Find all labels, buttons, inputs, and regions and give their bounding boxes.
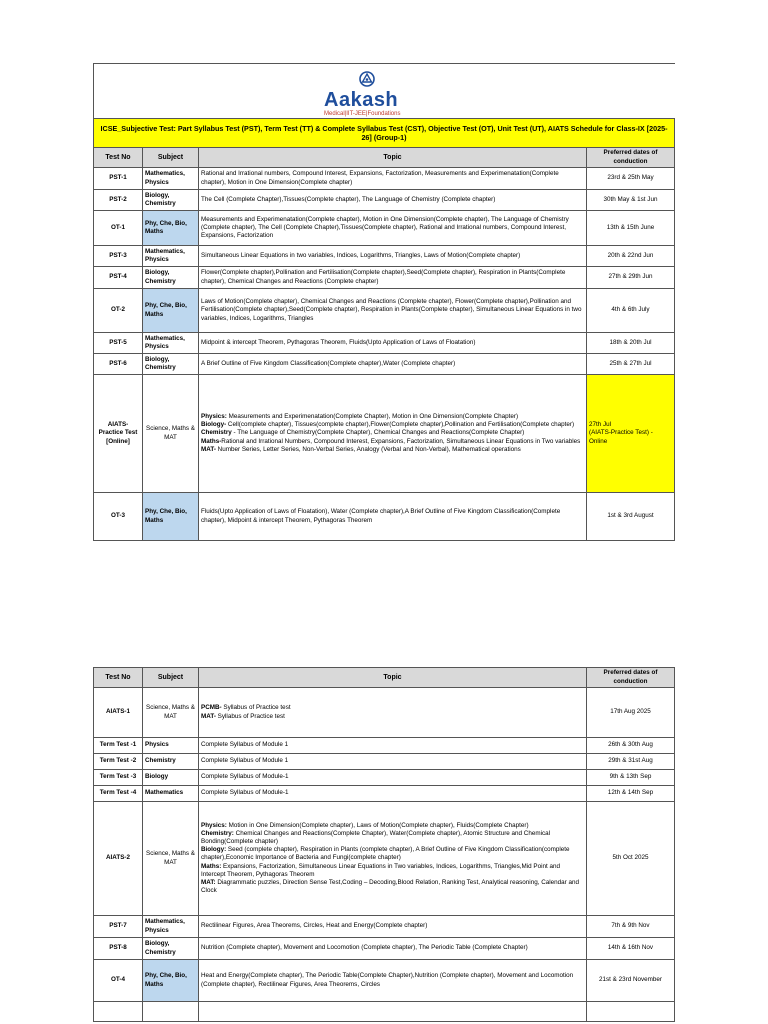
table-header-row — [94, 148, 675, 168]
topic-line-text: Measurements and Experimenatation(Complete Chapter), Motion in One Dimension(Complete Chapter) — [226, 413, 519, 421]
table-row — [94, 333, 675, 354]
schedule-table-1 — [93, 63, 675, 541]
test-no-cell: PST-3 — [94, 246, 143, 267]
date-cell: 23rd & 25th May — [587, 168, 675, 190]
subject-cell: Biology, Chemistry — [143, 938, 199, 960]
topic-line-label: Chemistry — [201, 429, 232, 437]
topic-line — [201, 421, 584, 429]
table-row — [94, 770, 675, 786]
test-no-cell: OT-3 — [94, 493, 143, 541]
table-row-aiats2 — [94, 802, 675, 916]
topic-line-text: - The Language of Chemistry(Complete Chapter), Chemical Changes and Reactions(Complete Chapter) — [231, 429, 525, 437]
topic-line-label: MAT- — [201, 445, 216, 453]
topic-cell: Flower(Complete chapter),Pollination and Fertilisation(Complete chapter),Seed(Complete chapter), Respiration in Plants(Complete chapter), Chemical Changes and Reactions (Complete chapter) — [199, 267, 587, 289]
topic-line — [201, 413, 584, 421]
table-row — [94, 246, 675, 267]
table-row — [94, 168, 675, 190]
date-cell: 17th Aug 2025 — [587, 688, 675, 738]
table-row — [94, 190, 675, 211]
header-subject: Subject — [143, 668, 199, 688]
date-cell: 18th & 20th Jul — [587, 333, 675, 354]
topic-cell: Simultaneous Linear Equations in two variables, Indices, Logarithms, Triangles, Laws of Motion(Complete chapter) — [199, 246, 587, 267]
topic-line — [201, 713, 584, 721]
topic-line-label: MAT- — [201, 712, 216, 720]
test-no-cell: AIATS-1 — [94, 688, 143, 738]
test-no-cell: AIATS-2 — [94, 802, 143, 916]
topic-cell: Complete Syllabus of Module 1 — [199, 754, 587, 770]
topic-cell: Nutrition (Complete chapter), Movement and Locomotion (Complete chapter), The Periodic Table (Complete Chapter) — [199, 938, 587, 960]
table-row-aiats-practice — [94, 375, 675, 493]
schedule-table-2 — [93, 667, 675, 1022]
table-row — [94, 754, 675, 770]
test-no-cell: PST-7 — [94, 916, 143, 938]
table-row-ot3 — [94, 493, 675, 541]
topic-line — [201, 846, 584, 862]
topic-cell: The Cell (Complete Chapter),Tissues(Complete chapter), The Language of Chemistry (Complete chapter) — [199, 190, 587, 211]
date-cell: 20th & 22nd Jun — [587, 246, 675, 267]
test-no-cell: PST-4 — [94, 267, 143, 289]
topic-line-label: Physics: — [201, 413, 227, 421]
topic-cell: A Brief Outline of Five Kingdom Classification(Complete chapter),Water (Complete chapter) — [199, 354, 587, 375]
header-dates: Preferred dates of conduction — [587, 148, 675, 168]
subject-cell: Mathematics, Physics — [143, 333, 199, 354]
topic-line-text: Chemical Changes and Reactions(Complete Chapter), Water(Complete chapter), Atomic Structure and Chemical Bonding(Complete chapter) — [201, 829, 551, 846]
date-cell: 21st & 23rd November — [587, 960, 675, 1002]
test-no-cell: Term Test -3 — [94, 770, 143, 786]
topic-line — [201, 830, 584, 846]
test-no-cell: AIATS-Practice Test [Online] — [94, 375, 143, 493]
brand-name: Aakash — [324, 89, 399, 111]
table-row — [94, 211, 675, 246]
table-header-row — [94, 668, 675, 688]
topic-line-text: Syllabus of Practice test — [221, 704, 291, 712]
topic-cell: Rational and Irrational numbers, Compound Interest, Expansions, Factorization, Measurements and Experimenatation(Complete chapter), Motion in One Dimension(Complete chapter) — [199, 168, 587, 190]
topic-line-text: Cell(complete chapter), Tissues(complete chapter),Flower(Complete chapter),Pollination and Fertilisation(Complete chapter) — [226, 421, 575, 429]
topic-cell: Complete Syllabus of Module 1 — [199, 738, 587, 754]
test-no-cell: OT-2 — [94, 289, 143, 333]
test-no-cell: Term Test -2 — [94, 754, 143, 770]
topic-line-label: Maths: — [201, 862, 222, 870]
topic-line-text: Diagrammatic puzzles, Direction Sense Test,Coding – Decoding,Blood Relation, Ranking Test, Analytical reasoning, Calendar and Clock — [201, 878, 580, 895]
topic-cell: Fluids(Upto Application of Laws of Floatation), Water (Complete chapter),A Brief Outline of Five Kingdom Classification(Complete chapter), Midpoint & intercept Theorem, Pythagoras Theorem — [199, 493, 587, 541]
topic-cell — [199, 688, 587, 738]
subject-cell: Biology, Chemistry — [143, 267, 199, 289]
header-topic: Topic — [199, 668, 587, 688]
test-no-cell: PST-5 — [94, 333, 143, 354]
date-cell: 13th & 15th June — [587, 211, 675, 246]
topic-cell: Complete Syllabus of Module-1 — [199, 786, 587, 802]
date-cell: 27th & 29th Jun — [587, 267, 675, 289]
table-row — [94, 289, 675, 333]
date-cell: 25th & 27th Jul — [587, 354, 675, 375]
topic-line-label: PCMB- — [201, 704, 222, 712]
subject-cell: Mathematics, Physics — [143, 246, 199, 267]
subject-cell: Science, Maths & MAT — [143, 688, 199, 738]
header-test-no: Test No — [94, 668, 143, 688]
date-cell: 5th Oct 2025 — [587, 802, 675, 916]
topic-cell: Laws of Motion(Complete chapter), Chemical Changes and Reactions (Complete chapter), Flower(Complete chapter),Pollination and Fertilisation(Complete chapter),Seed(Complete chapter), Respiration in Plants(Complete chapter), Simultaneous Linear Equations in two variables, Indices, Logarithms, Triangles — [199, 289, 587, 333]
logo-cell — [94, 64, 675, 119]
date-cell: 26th & 30th Aug — [587, 738, 675, 754]
header-subject: Subject — [143, 148, 199, 168]
date-cell: 27th Jul (AIATS-Practice Test) - Online — [587, 375, 675, 493]
table-row — [94, 267, 675, 289]
header-test-no: Test No — [94, 148, 143, 168]
test-no-cell: PST-6 — [94, 354, 143, 375]
subject-cell: Biology, Chemistry — [143, 190, 199, 211]
date-cell: 1st & 3rd August — [587, 493, 675, 541]
topic-line-text: Syllabus of Practice test — [215, 712, 285, 720]
topic-line — [201, 863, 584, 879]
subject-cell: Chemistry — [143, 754, 199, 770]
subject-cell: Biology, Chemistry — [143, 354, 199, 375]
topic-line-text: Rational and Irrational Numbers, Compound Interest, Expansions, Factorization, Simultaneous Linear Equations in Two variables — [221, 437, 581, 445]
subject-cell: Mathematics — [143, 786, 199, 802]
subject-cell: Phy, Che, Bio, Maths — [143, 493, 199, 541]
topic-line-label: Biology- — [201, 421, 227, 429]
date-cell: 12th & 14th Sep — [587, 786, 675, 802]
topic-cell: Measurements and Experimenatation(Complete chapter), Motion in One Dimension(Complete chapter), The Language of Chemistry (Complete chapter), The Cell (Complete Chapter),Tissues(Complete chapter), Rational and Irrational numbers, Compound Interest, Expansions, Factorization — [199, 211, 587, 246]
subject-cell: Biology — [143, 770, 199, 786]
schedule-sheet-1 — [93, 63, 674, 541]
subject-cell: Science, Maths & MAT — [143, 375, 199, 493]
subject-cell: Mathematics, Physics — [143, 916, 199, 938]
header-topic: Topic — [199, 148, 587, 168]
topic-line — [201, 822, 584, 830]
topic-cell: Complete Syllabus of Module-1 — [199, 770, 587, 786]
topic-cell — [199, 375, 587, 493]
topic-line-text: Expansions, Factorization, Simultaneous Linear Equations in Two variables, Indices, Logarithms, Triangles,Mid Point and Intercept Theorem, Pythagoras Theorem — [201, 862, 560, 878]
test-no-cell: OT-1 — [94, 211, 143, 246]
topic-cell — [199, 802, 587, 916]
subject-cell: Phy, Che, Bio, Maths — [143, 289, 199, 333]
table-row — [94, 738, 675, 754]
date-cell: 14th & 16th Nov — [587, 938, 675, 960]
topic-line — [201, 879, 584, 895]
topic-line-label: Maths- — [201, 437, 222, 445]
topic-cell: Midpoint & intercept Theorem, Pythagoras Theorem, Fluids(Upto Application of Laws of Floatation) — [199, 333, 587, 354]
test-no-cell: PST-1 — [94, 168, 143, 190]
test-no-cell: PST-8 — [94, 938, 143, 960]
topic-cell: Heat and Energy(Complete chapter), The Periodic Table(Complete Chapter),Nutrition (Complete chapter), Movement and Locomotion (Complete chapter), Rectilinear Figures, Area Theorems, Circles — [199, 960, 587, 1002]
table-row — [94, 786, 675, 802]
table-row — [94, 354, 675, 375]
schedule-sheet-2 — [93, 667, 674, 1022]
test-no-cell: Term Test -4 — [94, 786, 143, 802]
date-cell: 30th May & 1st Jun — [587, 190, 675, 211]
topic-line — [201, 438, 584, 446]
table-row — [94, 960, 675, 1002]
subject-cell: Phy, Che, Bio, Maths — [143, 211, 199, 246]
test-no-cell: Term Test -1 — [94, 738, 143, 754]
table-row-aiats1 — [94, 688, 675, 738]
subject-cell: Mathematics, Physics — [143, 168, 199, 190]
brand-tagline: Medical|IIT-JEE|Foundations — [324, 111, 401, 117]
date-cell: 9th & 13th Sep — [587, 770, 675, 786]
topic-line-text: Number Series, Letter Series, Non-Verbal Series, Analogy (Verbal and Non-Verbal), Mathematical operations — [215, 445, 521, 453]
table-row — [94, 916, 675, 938]
topic-line — [201, 446, 584, 454]
topic-line-text: Motion in One Dimension(Complete chapter), Laws of Motion(Complete chapter), Fluids(Complete Chapter) — [226, 821, 529, 829]
date-cell: 29th & 31st Aug — [587, 754, 675, 770]
topic-line-label: Physics: — [201, 821, 227, 829]
date-cell: 7th & 9th Nov — [587, 916, 675, 938]
subject-cell: Science, Maths & MAT — [143, 802, 199, 916]
header-dates: Preferred dates of conduction — [587, 668, 675, 688]
topic-line-label: Chemistry: — [201, 829, 234, 837]
test-no-cell: PST-2 — [94, 190, 143, 211]
table-row — [94, 938, 675, 960]
date-cell: 4th & 6th July — [587, 289, 675, 333]
subject-cell: Physics — [143, 738, 199, 754]
schedule-title: ICSE_Subjective Test: Part Syllabus Test (PST), Term Test (TT) & Complete Syllabus Test (CST), Objective Test (OT), Unit Test (UT), AIATS Schedule for Class-IX [2025-26] (Group-1) — [94, 119, 675, 148]
test-no-cell: OT-4 — [94, 960, 143, 1002]
topic-line — [201, 704, 584, 712]
subject-cell: Phy, Che, Bio, Maths — [143, 960, 199, 1002]
topic-cell: Rectilinear Figures, Area Theorems, Circles, Heat and Energy(Complete chapter) — [199, 916, 587, 938]
topic-line-text: Seed (complete chapter), Respiration in Plants (complete chapter), A Brief Outline of Five Kingdom Classification(complete chapter),Economic Importance of Bacteria and Fungi(complete chapter) — [201, 846, 570, 862]
aakash-emblem-icon — [359, 71, 375, 87]
topic-line-label: MAT: — [201, 878, 216, 886]
topic-line — [201, 429, 584, 437]
topic-line-label: Biology: — [201, 846, 227, 854]
table-row-partial — [94, 1002, 675, 1022]
